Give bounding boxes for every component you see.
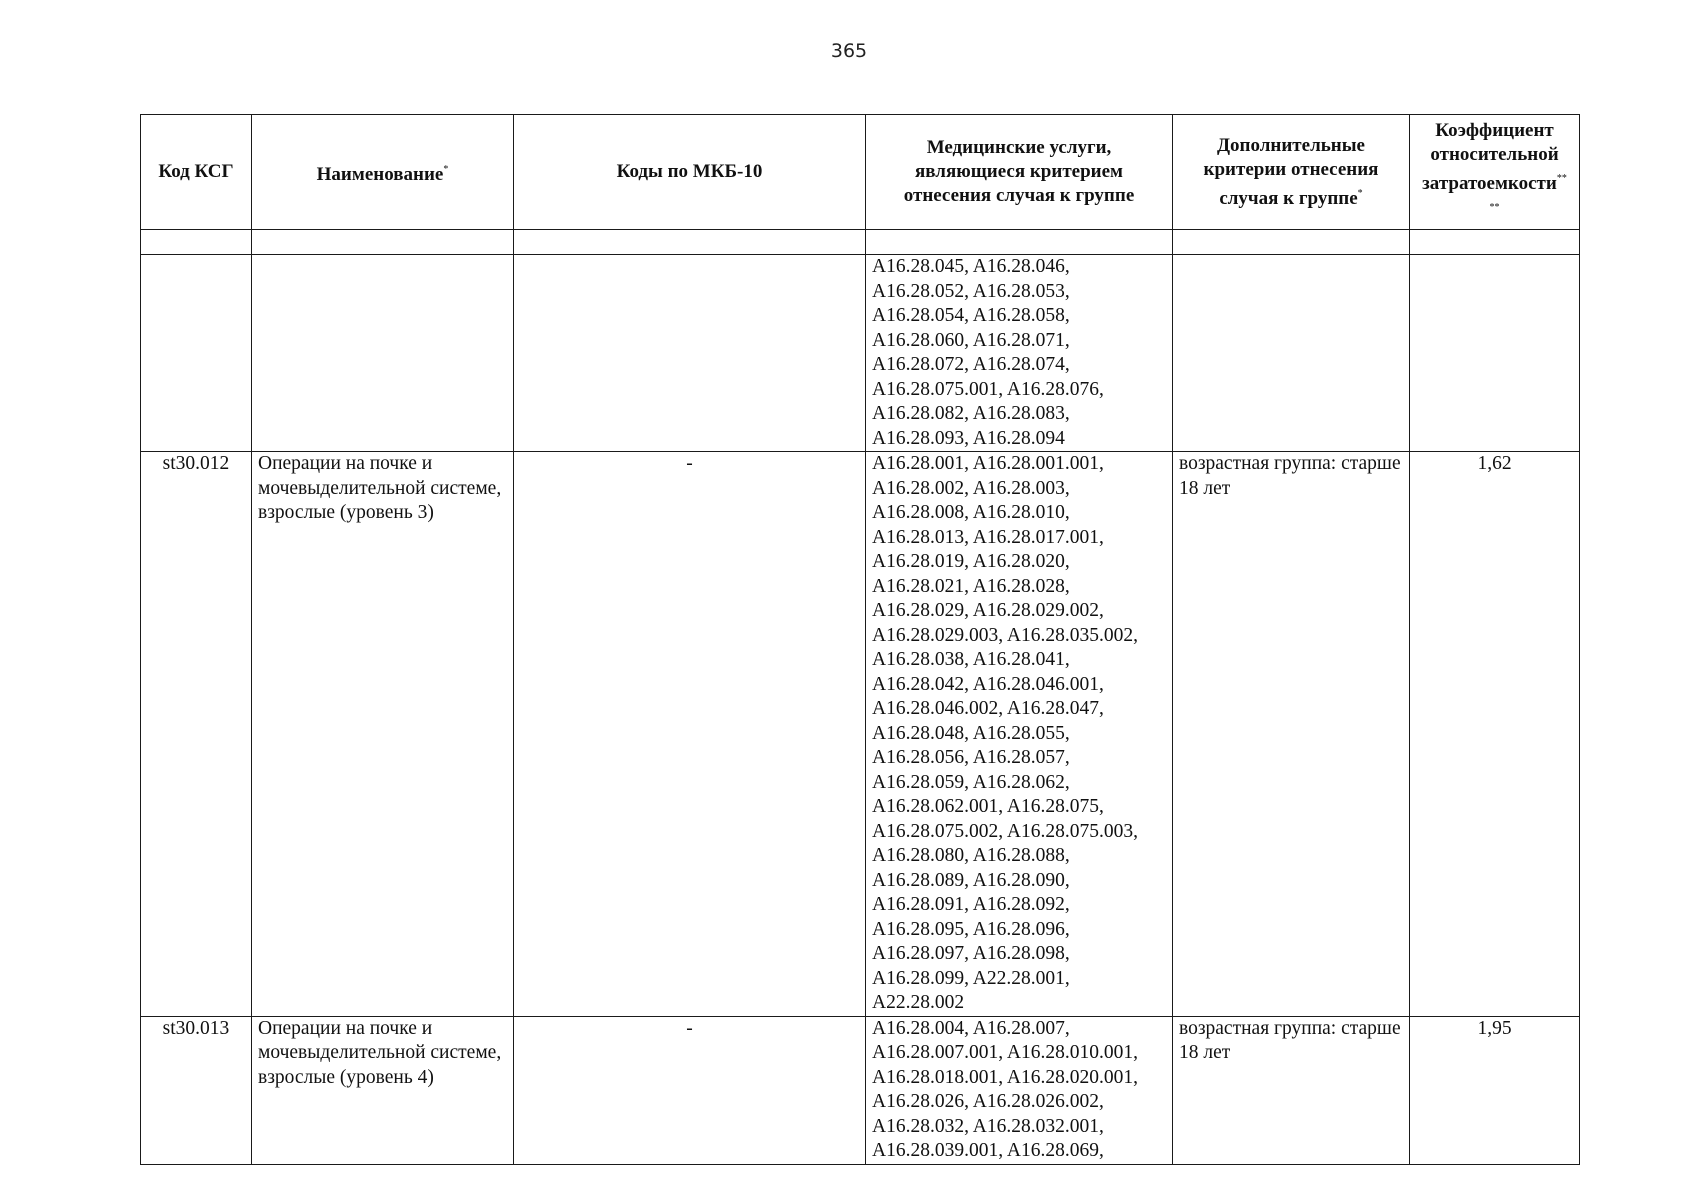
service-line: A16.28.072, A16.28.074,	[872, 354, 1070, 375]
header-coef-footnote-mark-2: **	[1489, 202, 1500, 213]
service-line: A16.28.080, A16.28.088,	[872, 845, 1070, 866]
spacer-row	[141, 230, 1580, 255]
row-name: Операции на почке и мочевыделительной системе, взрослые (уровень 3)	[252, 452, 514, 1017]
service-line: A16.28.007.001, A16.28.010.001,	[872, 1042, 1138, 1063]
row-code: st30.012	[141, 452, 252, 1017]
service-line: A16.28.062.001, A16.28.075,	[872, 796, 1104, 817]
service-line: A16.28.099, A22.28.001,	[872, 967, 1070, 989]
spacer-cell	[1410, 230, 1580, 255]
header-code: Код КСГ	[141, 115, 252, 230]
row-services	[866, 255, 1173, 452]
service-line: A16.28.045, A16.28.046,	[872, 256, 1070, 277]
row-coef: 1,62	[1410, 452, 1580, 1017]
header-icd: Коды по МКБ-10	[514, 115, 866, 230]
service-line: A16.28.075.002, A16.28.075.003,	[872, 820, 1138, 842]
table-row	[141, 452, 1580, 1017]
row-icd: -	[514, 452, 866, 1017]
service-line: A16.28.026, A16.28.026.002,	[872, 1091, 1104, 1112]
service-line: A16.28.029.003, A16.28.035.002,	[872, 624, 1138, 646]
service-line: A16.28.008, A16.28.010,	[872, 502, 1070, 523]
service-line: A16.28.002, A16.28.003,	[872, 477, 1070, 499]
service-line: A16.28.075.001, A16.28.076,	[872, 378, 1104, 400]
row-name	[252, 255, 514, 452]
row-coef: 1,95	[1410, 1016, 1580, 1164]
row-name: Операции на почке и мочевыделительной системе, взрослые (уровень 4)	[252, 1016, 514, 1164]
service-line: A16.28.082, A16.28.083,	[872, 403, 1070, 424]
header-coef: Коэффициент относительной затратоемкости** **	[1410, 115, 1580, 230]
row-code	[141, 255, 252, 452]
row-services	[866, 1016, 1173, 1164]
spacer-cell	[1173, 230, 1410, 255]
row-icd: -	[514, 1016, 866, 1164]
table-row	[141, 1016, 1580, 1164]
ksg-table	[140, 114, 1580, 1165]
service-line: A16.28.060, A16.28.071,	[872, 329, 1070, 351]
row-services	[866, 452, 1173, 1017]
service-line: A16.28.038, A16.28.041,	[872, 649, 1070, 670]
service-line: A16.28.001, A16.28.001.001,	[872, 453, 1104, 474]
service-line: A16.28.093, A16.28.094	[872, 427, 1065, 449]
service-line: A16.28.089, A16.28.090,	[872, 869, 1070, 891]
row-icd	[514, 255, 866, 452]
service-line: A16.28.018.001, A16.28.020.001,	[872, 1066, 1138, 1088]
service-line: A16.28.048, A16.28.055,	[872, 722, 1070, 744]
service-line: A16.28.004, A16.28.007,	[872, 1017, 1070, 1039]
header-criteria-footnote-mark: *	[1357, 187, 1363, 199]
service-line: A16.28.019, A16.28.020,	[872, 551, 1070, 572]
service-line: A16.28.046.002, A16.28.047,	[872, 698, 1104, 719]
service-line: A16.28.039.001, A16.28.069,	[872, 1140, 1104, 1161]
table-row	[141, 255, 1580, 452]
spacer-cell	[252, 230, 514, 255]
row-code: st30.013	[141, 1016, 252, 1164]
spacer-cell	[514, 230, 866, 255]
service-line: A16.28.095, A16.28.096,	[872, 918, 1070, 940]
service-line: A22.28.002	[872, 992, 965, 1013]
service-line: A16.28.013, A16.28.017.001,	[872, 526, 1104, 548]
service-line: A16.28.032, A16.28.032.001,	[872, 1115, 1104, 1137]
header-name: Наименование*	[252, 115, 514, 230]
spacer-cell	[866, 230, 1173, 255]
row-criteria	[1173, 255, 1410, 452]
header-services: Медицинские услуги, являющиеся критерием отнесения случая к группе	[866, 115, 1173, 230]
row-coef	[1410, 255, 1580, 452]
service-line: A16.28.056, A16.28.057,	[872, 747, 1070, 768]
row-criteria: возрастная группа: старше 18 лет	[1173, 1016, 1410, 1164]
service-line: A16.28.052, A16.28.053,	[872, 280, 1070, 302]
service-line: A16.28.054, A16.28.058,	[872, 305, 1070, 326]
header-criteria: Дополнительные критерии отнесения случая к группе*	[1173, 115, 1410, 230]
service-line: A16.28.091, A16.28.092,	[872, 894, 1070, 915]
table-header-row	[141, 115, 1580, 230]
page-number: 365	[830, 40, 868, 62]
spacer-cell	[141, 230, 252, 255]
service-line: A16.28.021, A16.28.028,	[872, 575, 1070, 597]
service-line: A16.28.042, A16.28.046.001,	[872, 673, 1104, 695]
row-criteria: возрастная группа: старше 18 лет	[1173, 452, 1410, 1017]
service-line: A16.28.059, A16.28.062,	[872, 771, 1070, 793]
header-coef-footnote-mark: **	[1556, 173, 1567, 184]
service-line: A16.28.029, A16.28.029.002,	[872, 600, 1104, 621]
service-line: A16.28.097, A16.28.098,	[872, 943, 1070, 964]
header-name-footnote-mark: *	[443, 163, 449, 175]
